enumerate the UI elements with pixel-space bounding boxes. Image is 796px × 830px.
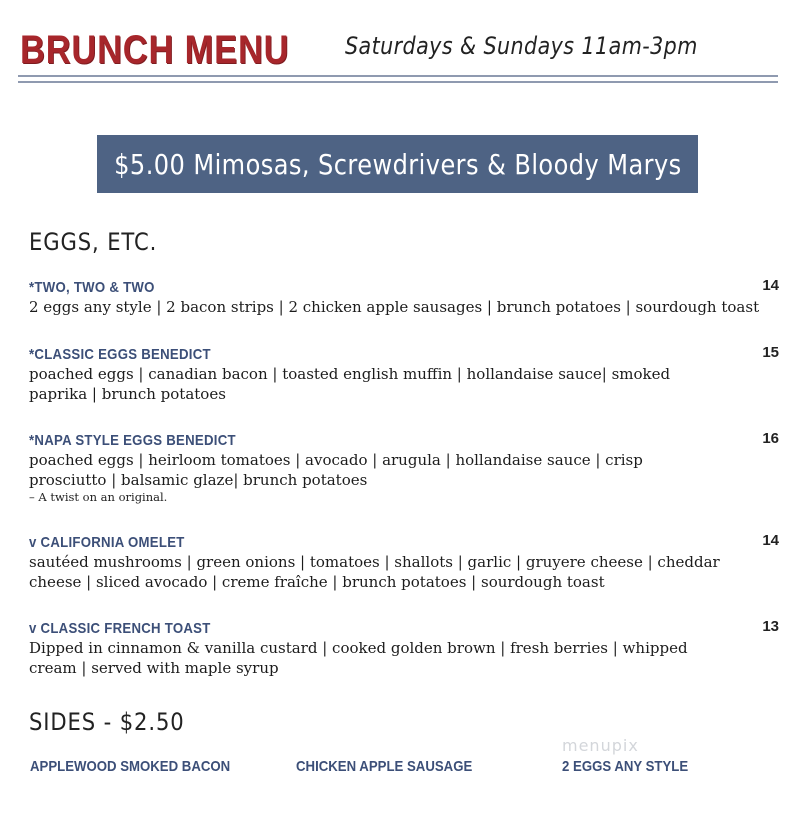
menu-title: BRUNCH MENU bbox=[20, 28, 290, 72]
side-item: CHICKEN APPLE SAUSAGE bbox=[296, 758, 473, 775]
menupix-watermark: menupix bbox=[562, 736, 639, 755]
menu-item-price: 16 bbox=[762, 430, 779, 447]
header-divider-top bbox=[18, 75, 778, 77]
eggs-section-heading: EGGS, ETC. bbox=[29, 228, 158, 256]
menu-item-price: 14 bbox=[762, 277, 779, 294]
menu-item bbox=[29, 618, 779, 678]
side-item: APPLEWOOD SMOKED BACON bbox=[30, 758, 231, 775]
sides-section-heading: SIDES - $2.50 bbox=[29, 708, 185, 736]
menu-item bbox=[29, 344, 779, 404]
menu-item-price: 13 bbox=[762, 618, 779, 635]
menu-item bbox=[29, 277, 779, 317]
menu-item-name: *CLASSIC EGGS BENEDICT bbox=[29, 346, 211, 363]
drinks-special-banner bbox=[97, 135, 698, 193]
menu-item-price: 15 bbox=[762, 344, 779, 361]
menu-item-description: poached eggs | canadian bacon | toasted english muffin | hollandaise sauce| smoked paprika | brunch potatoes bbox=[29, 365, 671, 403]
menu-item bbox=[29, 532, 779, 592]
header-divider-bottom bbox=[18, 81, 778, 83]
menu-item-price: 14 bbox=[762, 532, 779, 549]
menu-item-name: *TWO, TWO & TWO bbox=[29, 279, 155, 296]
menu-item-name: v CLASSIC FRENCH TOAST bbox=[29, 620, 211, 637]
menu-item-name: v CALIFORNIA OMELET bbox=[29, 534, 185, 551]
menu-item-name: *NAPA STYLE EGGS BENEDICT bbox=[29, 432, 236, 449]
menu-item-description: 2 eggs any style | 2 bacon strips | 2 chicken apple sausages | brunch potatoes | sourdough toast bbox=[29, 298, 760, 316]
menu-item bbox=[29, 430, 779, 505]
service-hours: Saturdays & Sundays 11am-3pm bbox=[345, 32, 698, 60]
drinks-special-text: $5.00 Mimosas, Screwdrivers & Bloody Marys bbox=[113, 147, 682, 181]
side-item: 2 EGGS ANY STYLE bbox=[562, 758, 689, 775]
menu-item-note: – A twist on an original. bbox=[29, 490, 168, 504]
menu-item-description: sautéed mushrooms | green onions | tomatoes | shallots | garlic | gruyere cheese | cheddar cheese | sliced avocado | creme fraîche | brunch potatoes | sourdough toast bbox=[29, 553, 720, 591]
menu-item-description: poached eggs | heirloom tomatoes | avocado | arugula | hollandaise sauce | crisp prosciutto | balsamic glaze| brunch potatoes bbox=[29, 451, 643, 489]
menu-item-description: Dipped in cinnamon & vanilla custard | cooked golden brown | fresh berries | whipped cream | served with maple syrup bbox=[29, 639, 688, 677]
